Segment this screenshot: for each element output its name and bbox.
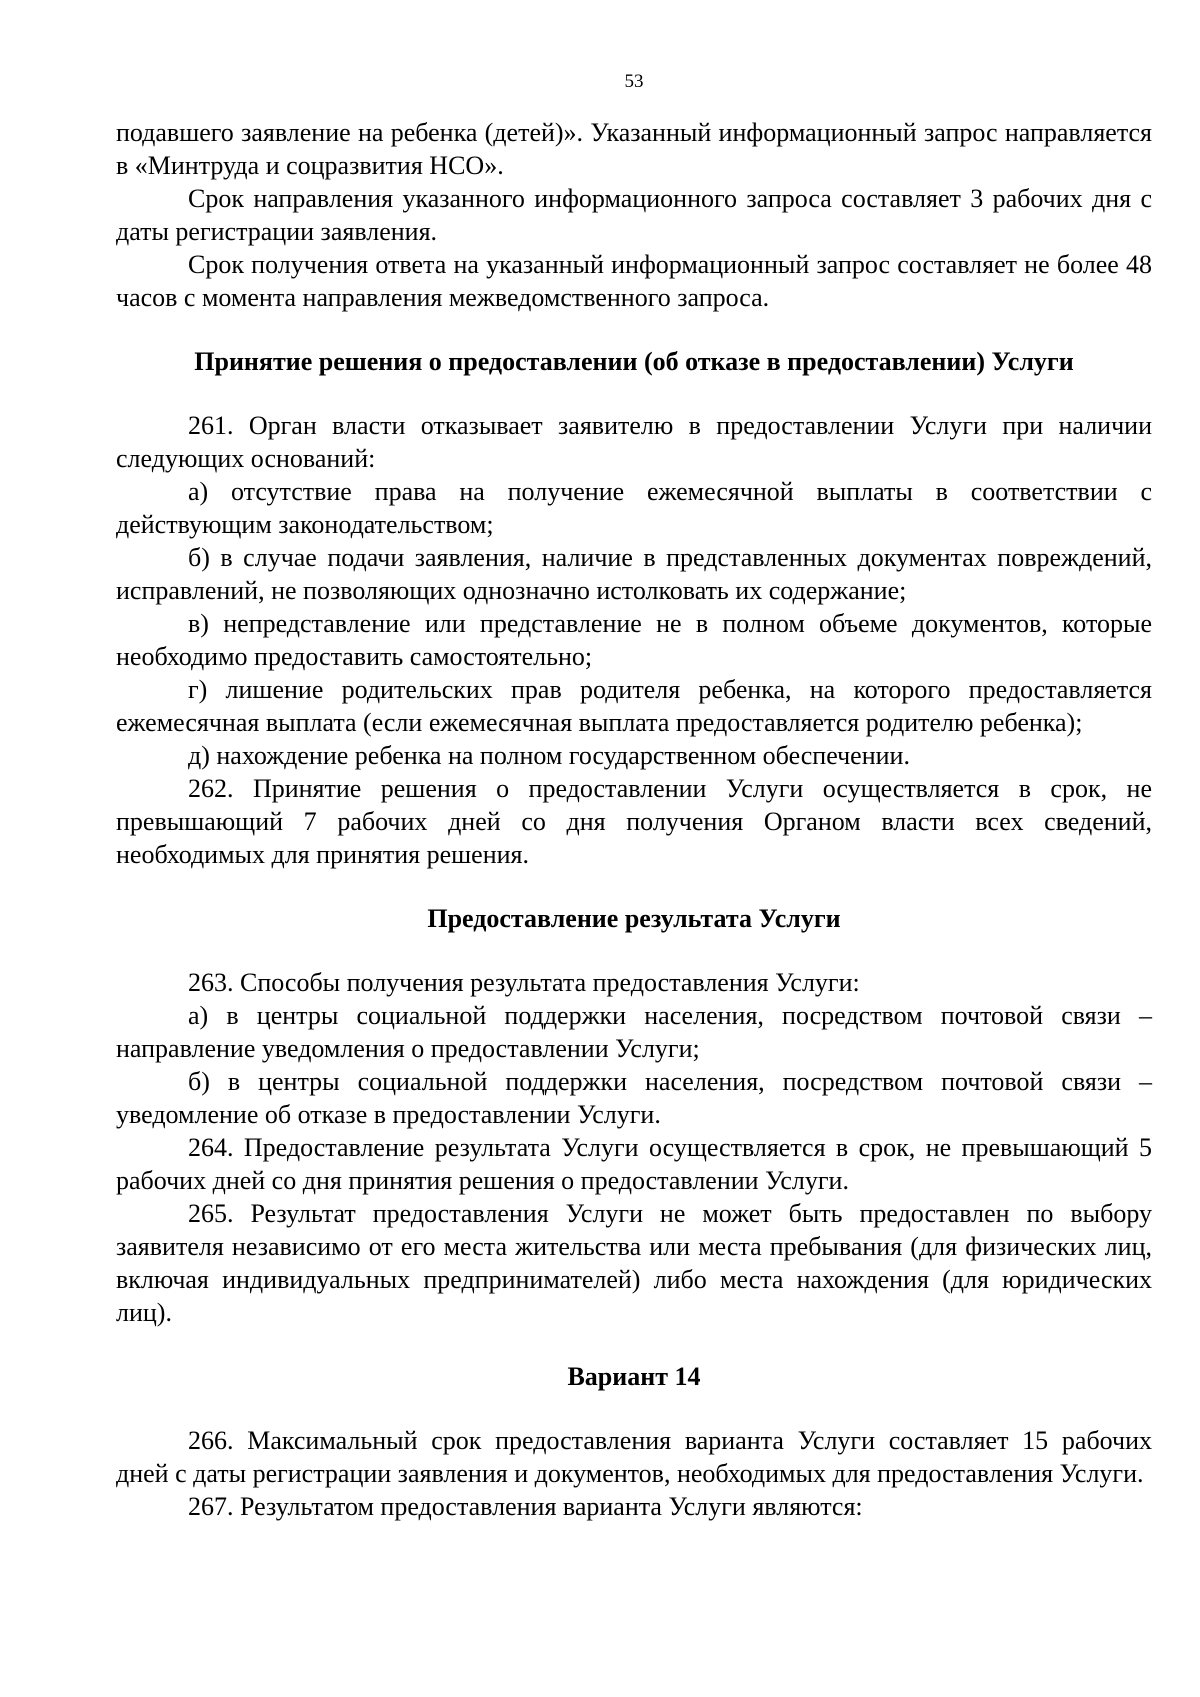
list-item-g: г) лишение родительских прав родителя ребенка, на которого предоставляется ежемесячная выплата (если ежемесячная выплата предоставляется родителю ребенка); (116, 675, 1152, 737)
list-item-b: б) в центры социальной поддержки населения, посредством почтовой связи – уведомление об отказе в предоставлении Услуги. (116, 1067, 1152, 1129)
paragraph: Срок получения ответа на указанный информационный запрос составляет не более 48 часов с момента направления межведомственного запроса. (116, 250, 1152, 312)
clause-265: 265. Результат предоставления Услуги не может быть предоставлен по выбору заявителя независимо от его места жительства или места пребывания (для физических лиц, включая индивидуальных предпринимателей) либо места нахождения (для юридических лиц). (116, 1199, 1152, 1327)
paragraph: Срок направления указанного информационного запроса составляет 3 рабочих дня с даты регистрации заявления. (116, 184, 1152, 246)
list-item-v: в) непредставление или представление не в полном объеме документов, которые необходимо предоставить самостоятельно; (116, 609, 1152, 671)
list-item-a: а) отсутствие права на получение ежемесячной выплаты в соответствии с действующим законодательством; (116, 477, 1152, 539)
clause-266: 266. Максимальный срок предоставления варианта Услуги составляет 15 рабочих дней с даты регистрации заявления и документов, необходимых для предоставления Услуги. (116, 1426, 1152, 1488)
section-heading-variant: Вариант 14 (567, 1362, 701, 1391)
section-heading-result: Предоставление результата Услуги (427, 904, 841, 933)
clause-261: 261. Орган власти отказывает заявителю в предоставлении Услуги при наличии следующих оснований: (116, 411, 1152, 473)
document-body (116, 116, 1152, 1523)
list-item-a: а) в центры социальной поддержки населения, посредством почтовой связи – направление уведомления о предоставлении Услуги; (116, 1001, 1152, 1063)
list-item-d: д) нахождение ребенка на полном государственном обеспечении. (188, 741, 910, 770)
clause-264: 264. Предоставление результата Услуги осуществляется в срок, не превышающий 5 рабочих дней со дня принятия решения о предоставлении Услуги. (116, 1133, 1152, 1195)
clause-267: 267. Результатом предоставления варианта Услуги являются: (188, 1492, 863, 1521)
paragraph: подавшего заявление на ребенка (детей)». Указанный информационный запрос направляется в «Минтруда и соцразвития НСО». (116, 118, 1152, 180)
list-item-b: б) в случае подачи заявления, наличие в представленных документах повреждений, исправлений, не позволяющих однозначно истолковать их содержание; (116, 543, 1152, 605)
clause-262: 262. Принятие решения о предоставлении Услуги осуществляется в срок, не превышающий 7 рабочих дней со дня получения Органом власти всех сведений, необходимых для принятия решения. (116, 774, 1152, 869)
clause-263: 263. Способы получения результата предоставления Услуги: (188, 968, 860, 997)
page-number: 53 (624, 71, 644, 92)
section-heading-decision: Принятие решения о предоставлении (об отказе в предоставлении) Услуги (194, 347, 1074, 376)
